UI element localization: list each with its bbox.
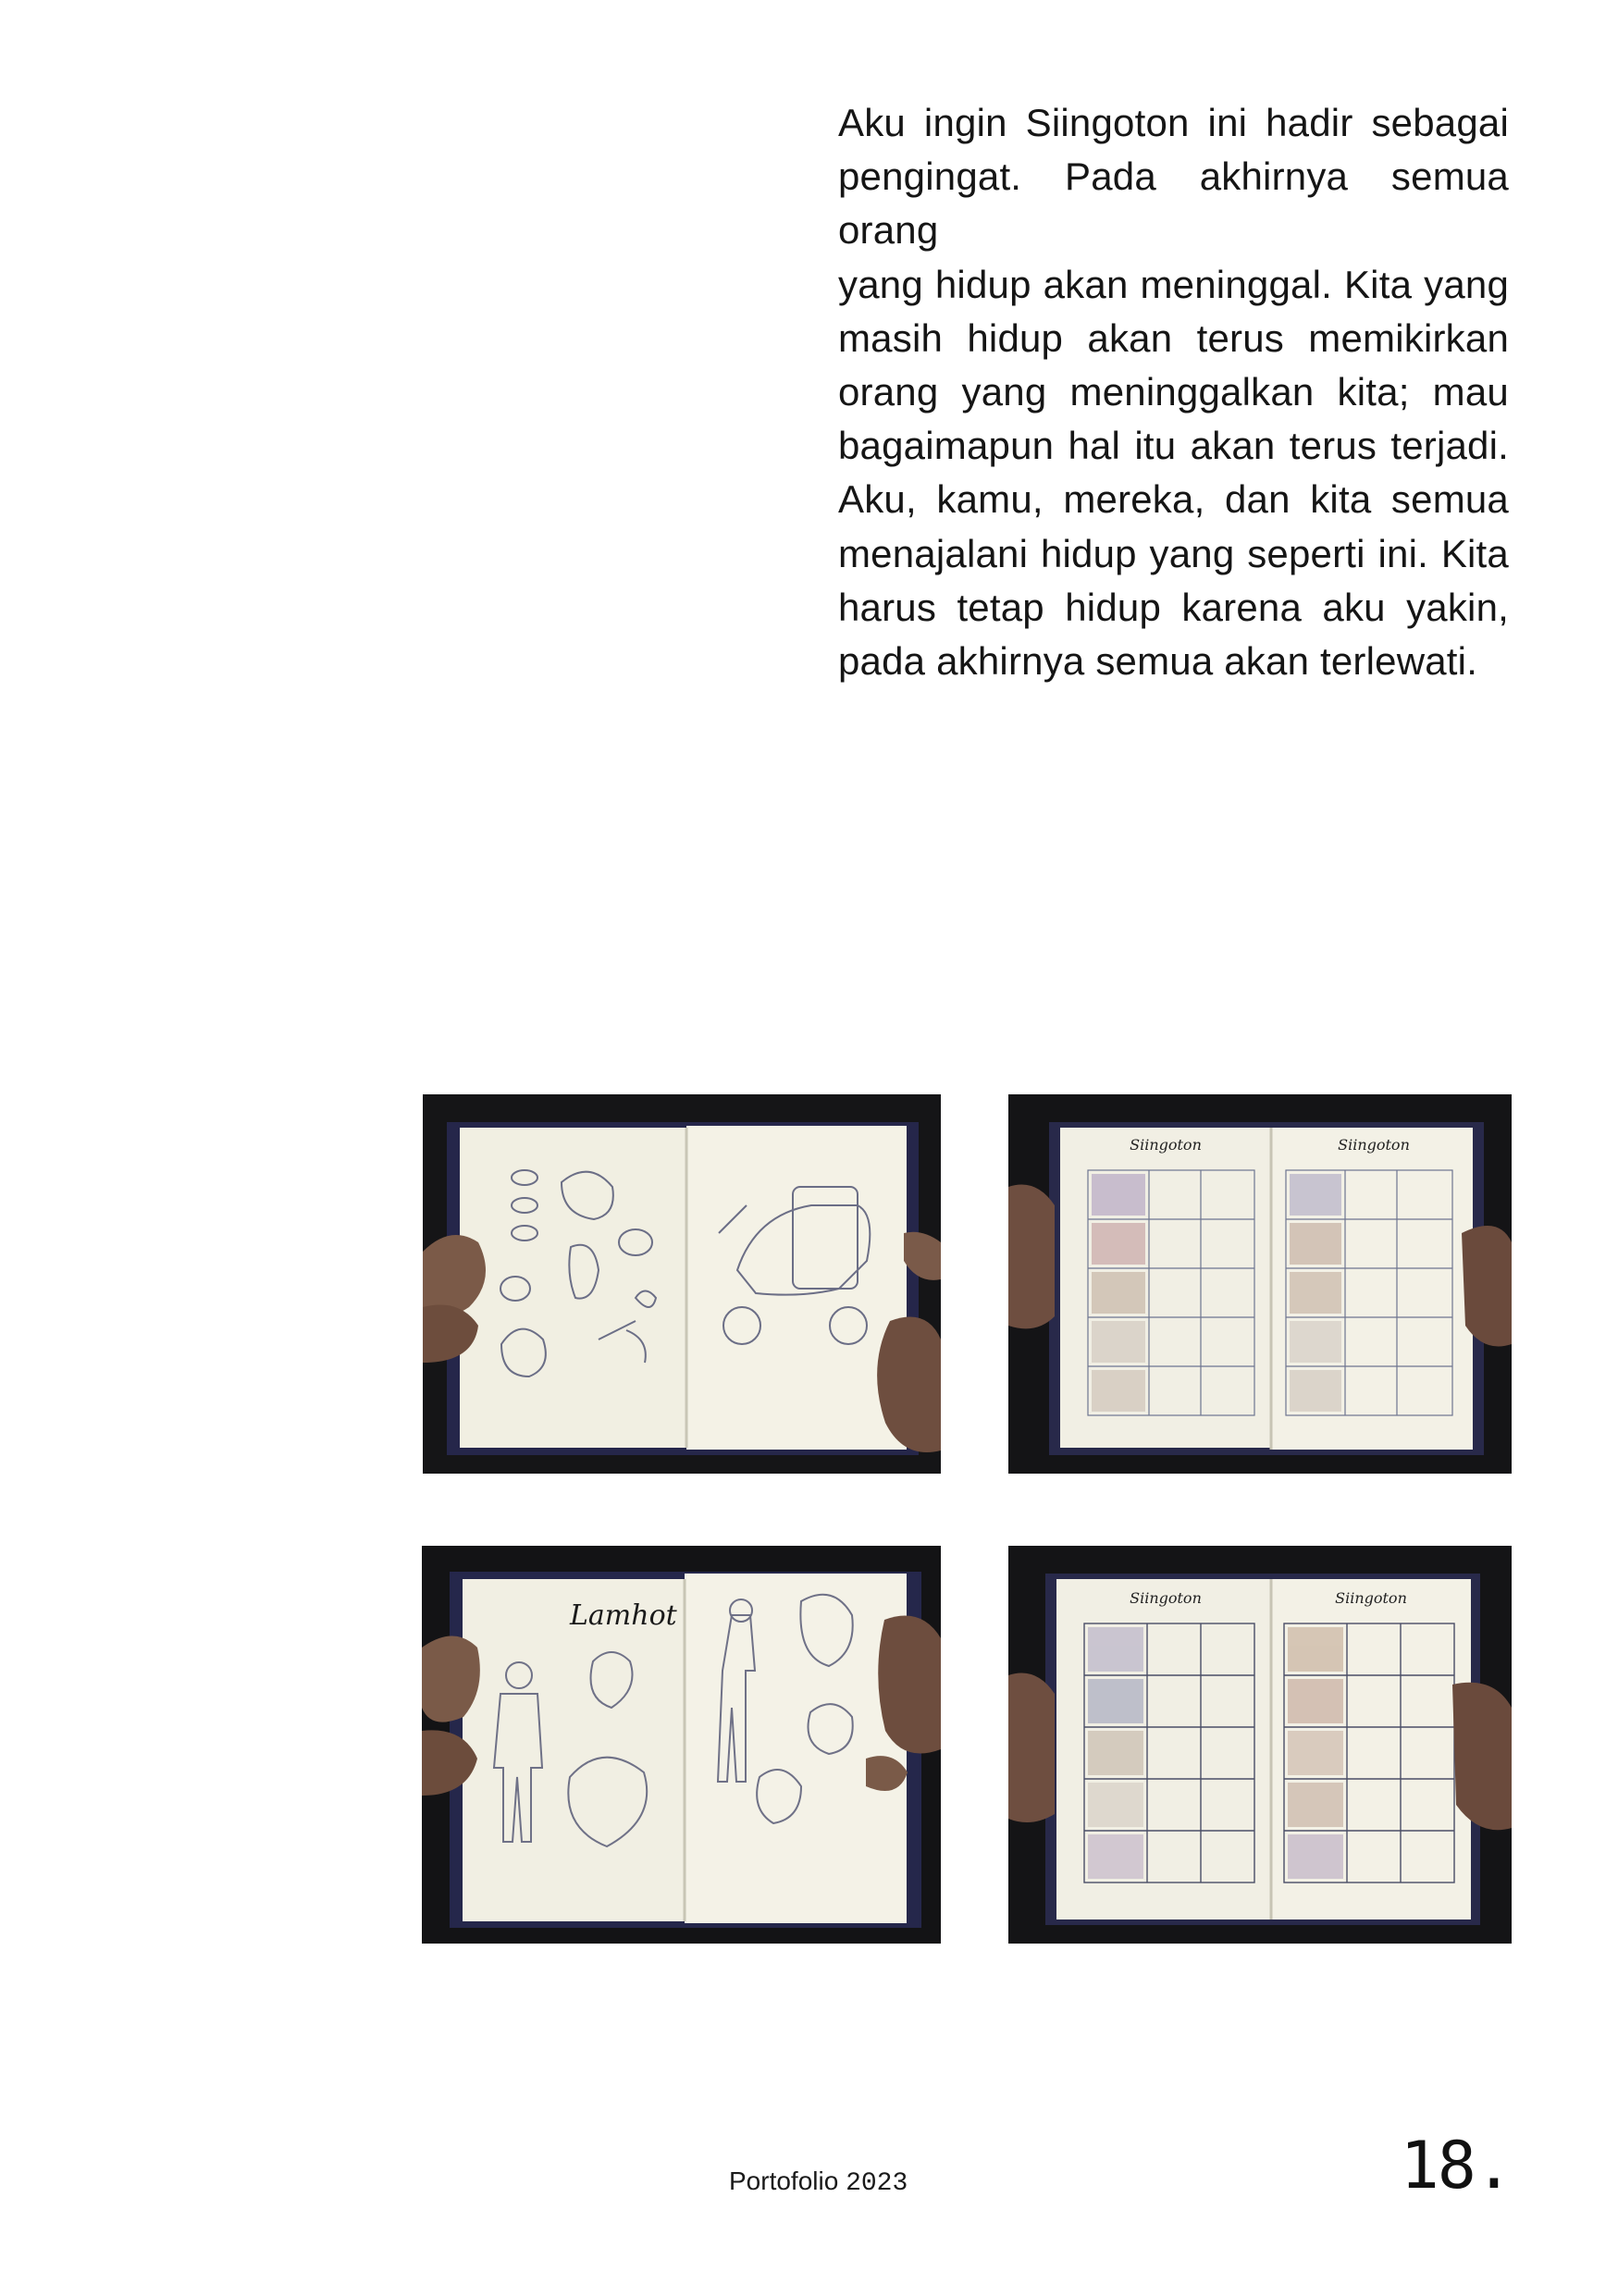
character-sheet-photo-icon [422, 1546, 941, 1944]
body-line: masih hidup akan terus memikirkan [838, 315, 1509, 360]
storyboard-photo-icon [1008, 1094, 1512, 1474]
body-line: Aku, kamu, mereka, dan kita semua [838, 477, 1509, 522]
character-name: Lamhot [570, 1599, 677, 1632]
body-line: menajalani hidup yang seperti ini. Kita [838, 531, 1509, 575]
footer-label [729, 2166, 908, 2198]
body-line: harus tetap hidup karena aku yakin, [838, 585, 1509, 629]
photo-sketchbook-scooter [423, 1094, 941, 1474]
body-paragraph [838, 96, 1509, 688]
body-line: pada akhirnya semua akan terlewati. [838, 639, 1478, 684]
photo-storyboard-2 [1008, 1546, 1512, 1944]
page-number: 18. [1400, 2128, 1512, 2203]
body-line: orang yang meninggalkan kita; mau [838, 370, 1509, 414]
sketchbook-photo-scooter [423, 1094, 941, 1474]
footer-year: 2023 [846, 2169, 908, 2198]
storyboard-right-title: Siingoton [1338, 1136, 1410, 1154]
body-line: pengingat. Pada akhirnya semua orang [838, 154, 1509, 253]
storyboard-photo-icon [1008, 1546, 1512, 1944]
body-line: bagaimapun hal itu akan terus terjadi. [838, 424, 1509, 468]
body-line: Aku ingin Siingoton ini hadir sebagai [838, 101, 1509, 144]
footer-title: Portofolio [729, 2166, 839, 2195]
storyboard-left-title: Siingoton [1130, 1589, 1202, 1607]
photo-character-sheet [422, 1546, 941, 1944]
storyboard-right-title: Siingoton [1335, 1589, 1407, 1607]
storyboard-left-title: Siingoton [1130, 1136, 1202, 1154]
body-line: yang hidup akan meninggal. Kita yang [838, 262, 1509, 306]
photo-storyboard-1 [1008, 1094, 1512, 1474]
